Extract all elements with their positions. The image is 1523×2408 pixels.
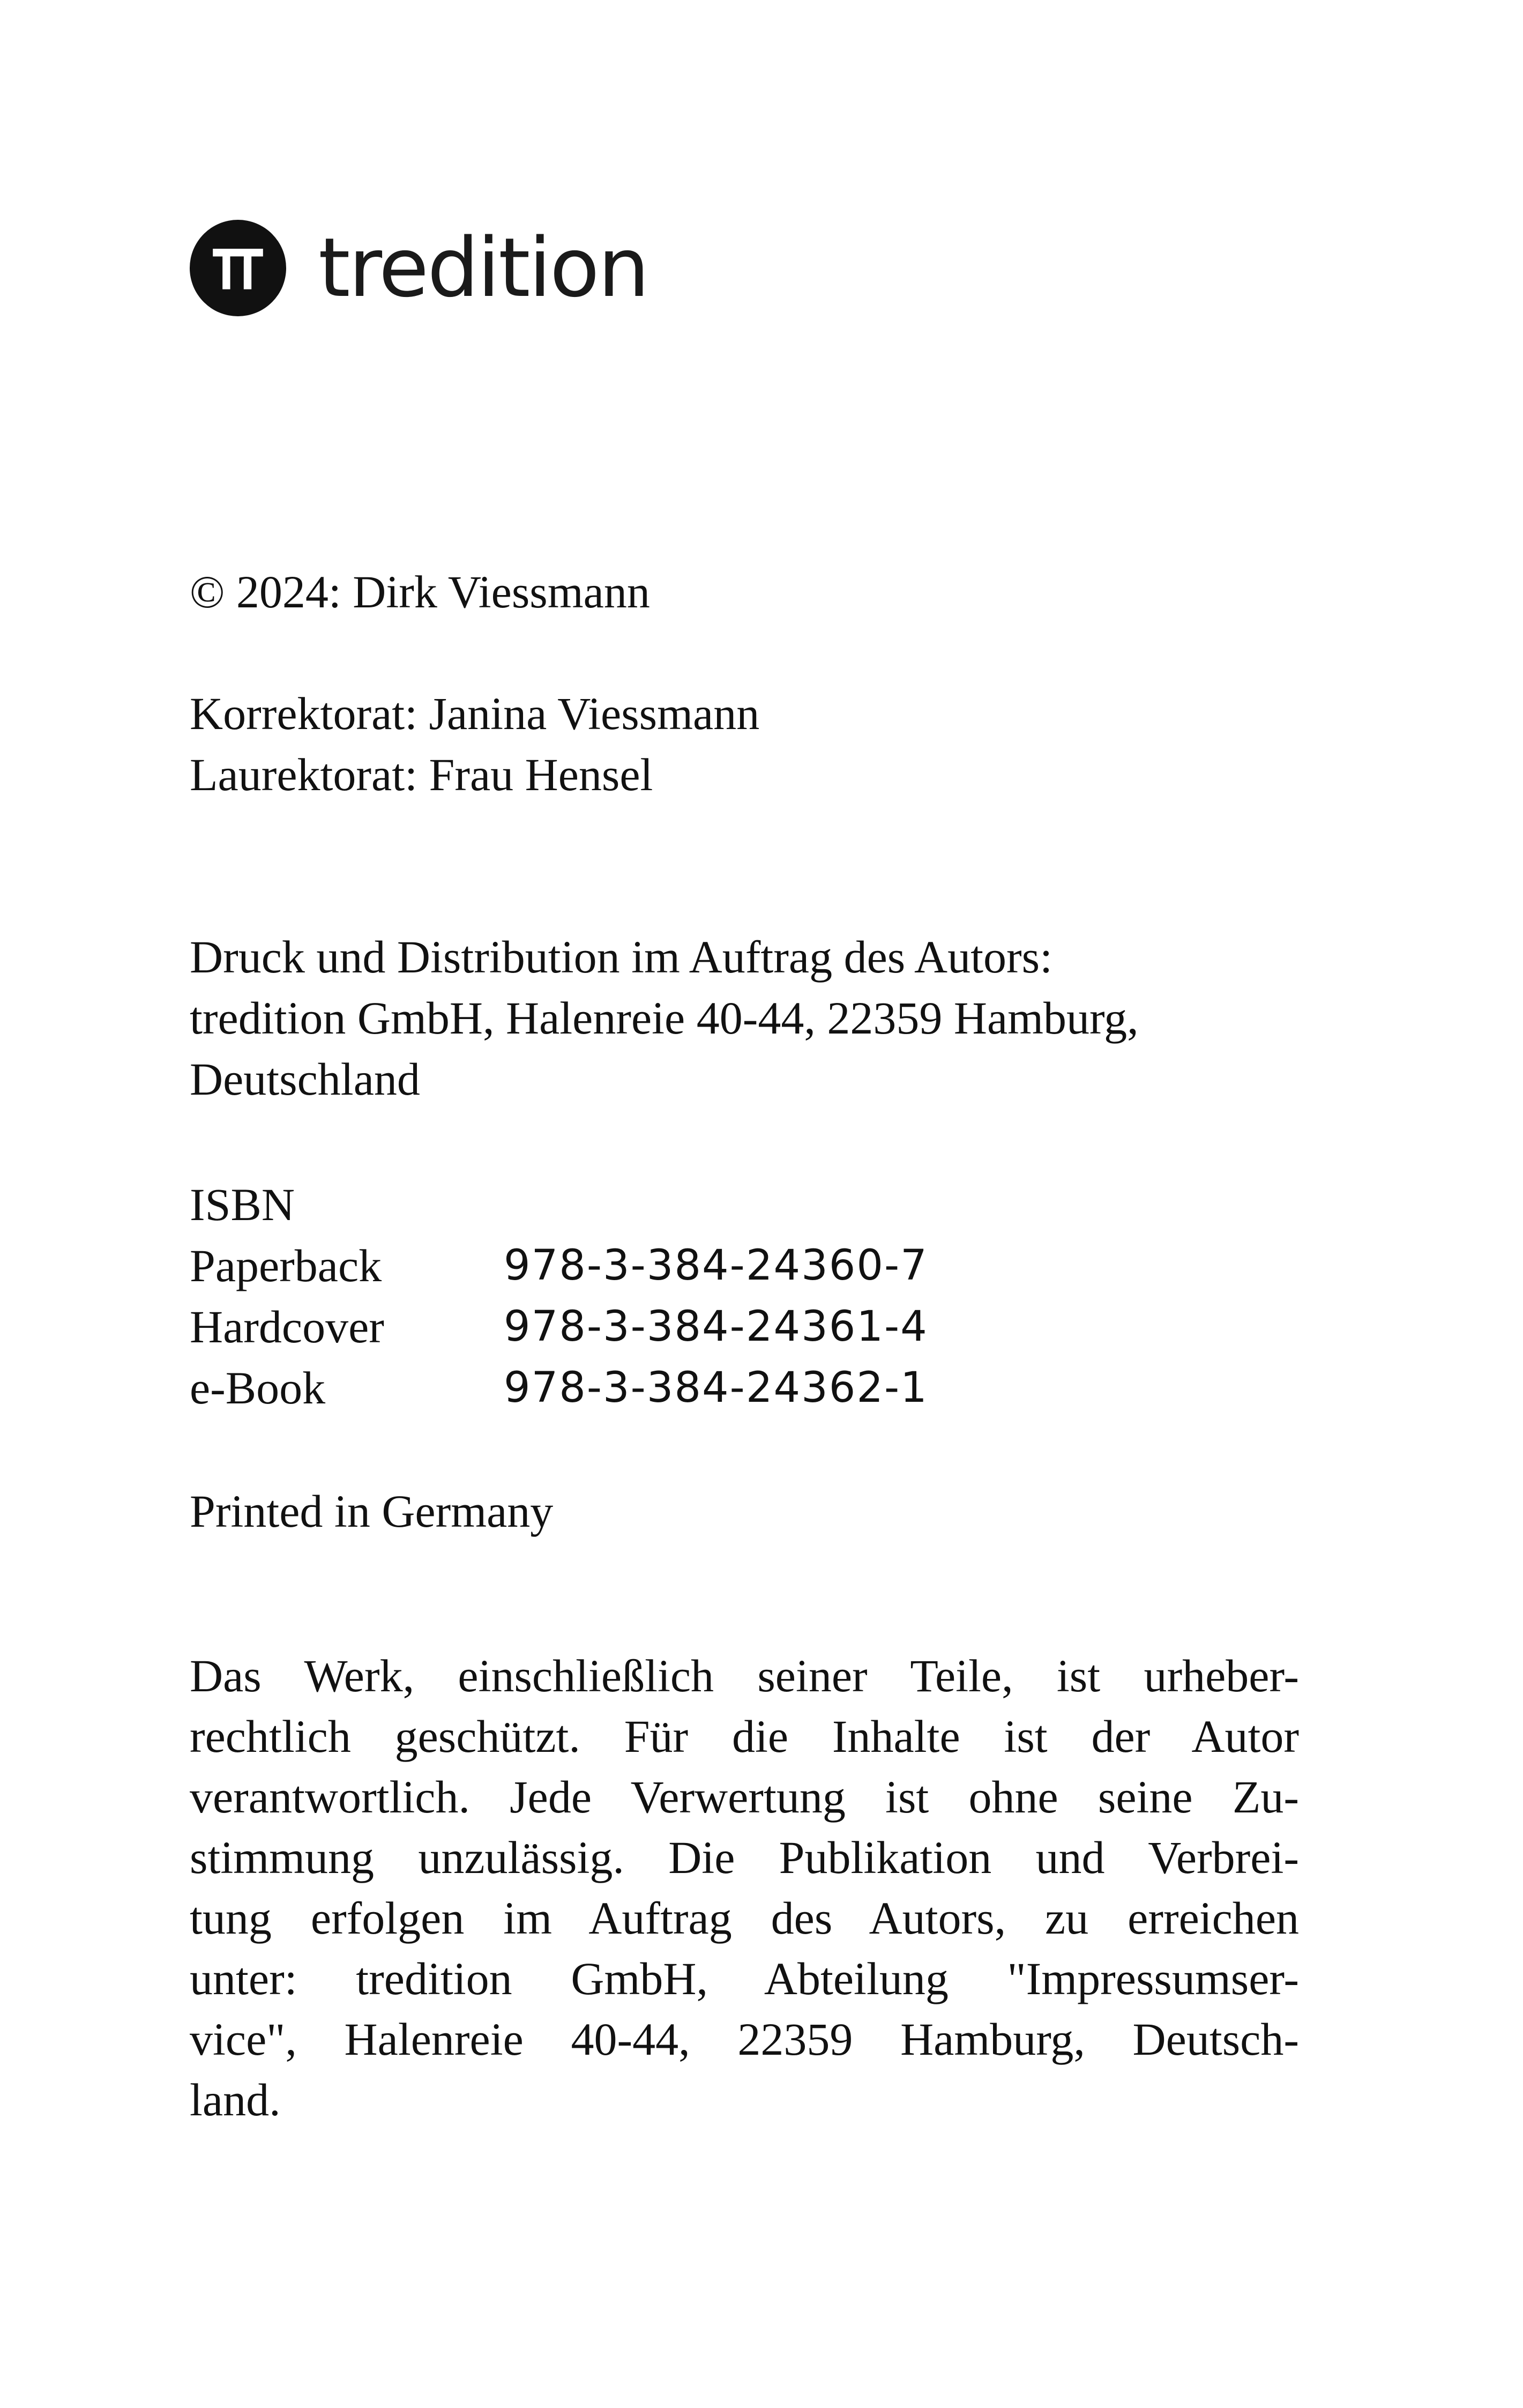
distribution-line: Deutschland <box>190 1053 420 1105</box>
legal-line: verantwortlich. Jede Verwertung ist ohne seine Zu- <box>190 1771 1299 1823</box>
distribution-line: tredition GmbH, Halenreie 40-44, 22359 Hamburg, <box>190 992 1139 1044</box>
legal-line: Das Werk, einschließlich seiner Teile, ist urheber- <box>190 1650 1299 1701</box>
legal-line: rechtlich geschützt. Für die Inhalte ist der Autor <box>190 1711 1299 1762</box>
isbn-number: 978-3-384-24360-7 <box>504 1242 928 1290</box>
isbn-label: Hardcover <box>190 1301 384 1352</box>
isbn-label: e-Book <box>190 1362 326 1414</box>
credit-laurektorat: Laurektorat: Frau Hensel <box>190 749 653 800</box>
copyright-line: © 2024: Dirk Viessmann <box>190 566 650 618</box>
isbn-number: 978-3-384-24361-4 <box>504 1303 928 1351</box>
logo-wordmark: tredition <box>318 220 648 315</box>
legal-line: tung erfolgen im Auftrag des Autors, zu erreichen <box>190 1892 1299 1944</box>
isbn-heading: ISBN <box>190 1179 295 1230</box>
credit-korrektorat: Korrektorat: Janina Viessmann <box>190 688 760 739</box>
legal-line: vice", Halenreie 40-44, 22359 Hamburg, Deutsch- <box>190 2013 1299 2065</box>
printed-in-line: Printed in Germany <box>190 1485 554 1537</box>
isbn-number: 978-3-384-24362-1 <box>504 1364 928 1412</box>
legal-line: land. <box>190 2074 281 2125</box>
legal-notice <box>190 1646 1299 2130</box>
isbn-label: Paperback <box>190 1240 382 1291</box>
publisher-logo <box>190 220 648 316</box>
legal-line: unter: tredition GmbH, Abteilung "Impressumser- <box>190 1953 1299 2004</box>
distribution-line: Druck und Distribution im Auftrag des Autors: <box>190 931 1052 983</box>
tredition-logo-icon <box>190 220 286 316</box>
legal-line: stimmung unzulässig. Die Publikation und Verbrei- <box>190 1832 1299 1883</box>
